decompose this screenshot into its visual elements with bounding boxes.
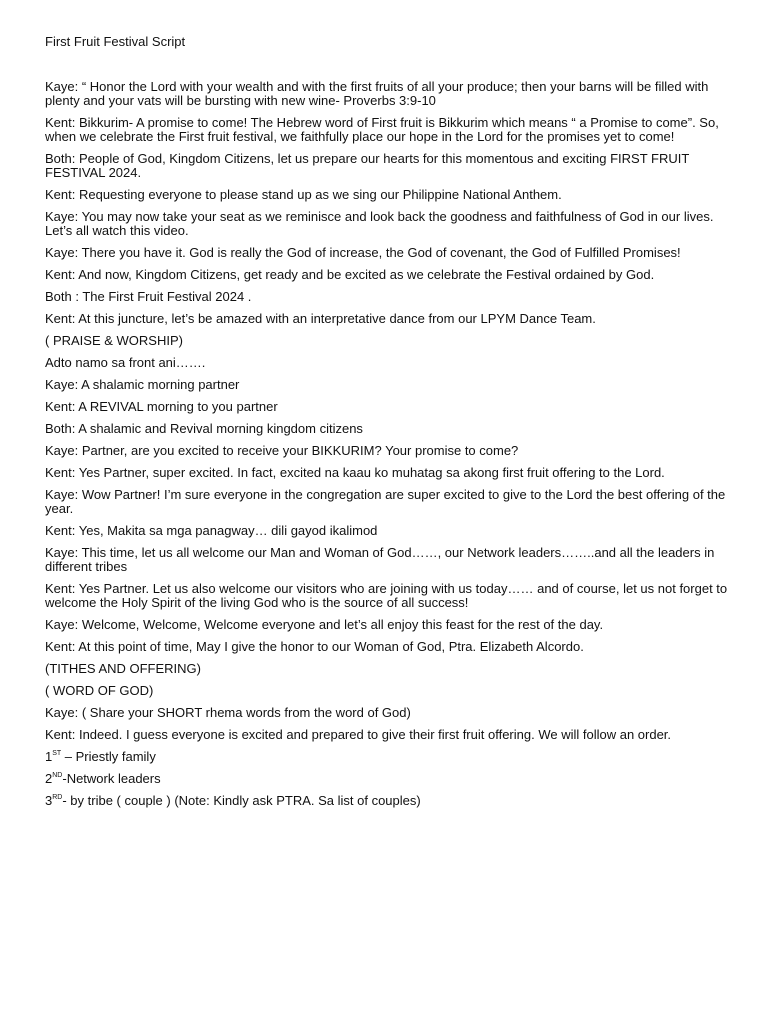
paragraph: Kent: Indeed. I guess everyone is excited and prepared to give their first fruit offering. We will follow an order. [45, 727, 672, 742]
paragraph: Kaye: A shalamic morning partner [45, 377, 240, 392]
section-heading: ( WORD OF GOD) [45, 683, 154, 698]
paragraph: Kaye: You may now take your seat as we reminisce and look back the goodness and faithfulness of God in our lives. Let’s all watch this video. [45, 209, 714, 238]
paragraph: Kaye: “ Honor the Lord with your wealth and with the first fruits of all your produce; then your barns will be filled with plenty and your vats will be bursting with new wine- Proverbs 3:9-10 [45, 79, 709, 108]
paragraph: Kent: And now, Kingdom Citizens, get ready and be excited as we celebrate the Festival ordained by God. [45, 267, 655, 282]
order-list-item: 1ST – Priestly family [45, 749, 156, 764]
paragraph: Kent: Yes, Makita sa mga panagway… dili gayod ikalimod [45, 523, 378, 538]
document-title: First Fruit Festival Script [45, 34, 186, 49]
paragraph: Kaye: ( Share your SHORT rhema words from the word of God) [45, 705, 411, 720]
order-list-item: 3RD- by tribe ( couple ) (Note: Kindly ask PTRA. Sa list of couples) [45, 793, 421, 808]
section-heading: (TITHES AND OFFERING) [45, 661, 201, 676]
paragraph: Both: People of God, Kingdom Citizens, let us prepare our hearts for this momentous and exciting FIRST FRUIT FESTIVAL 2024. [45, 151, 690, 180]
paragraph: Both : The First Fruit Festival 2024 . [45, 289, 252, 304]
paragraph: Kaye: This time, let us all welcome our Man and Woman of God……, our Network leaders……..and all the leaders in different tribes [45, 545, 715, 574]
paragraph: Adto namo sa front ani……. [45, 355, 206, 370]
document-page [45, 35, 735, 816]
paragraph: Kent: Yes Partner, super excited. In fact, excited na kaau ko muhatag sa akong first fruit offering to the Lord. [45, 465, 665, 480]
order-list-item: 2ND-Network leaders [45, 771, 161, 786]
paragraph: Kaye: Partner, are you excited to receive your BIKKURIM? Your promise to come? [45, 443, 519, 458]
paragraph: Both: A shalamic and Revival morning kingdom citizens [45, 421, 363, 436]
paragraph: Kaye: Wow Partner! I’m sure everyone in the congregation are super excited to give to the Lord the best offering of the year. [45, 487, 726, 516]
paragraph: Kaye: There you have it. God is really the God of increase, the God of covenant, the God of Fulfilled Promises! [45, 245, 681, 260]
paragraph: Kent: At this juncture, let’s be amazed with an interpretative dance from our LPYM Dance Team. [45, 311, 596, 326]
paragraph: Kent: Requesting everyone to please stand up as we sing our Philippine National Anthem. [45, 187, 562, 202]
paragraph: Kent: Bikkurim- A promise to come! The Hebrew word of First fruit is Bikkurim which means “ a Promise to come”. So, when we celebrate the First fruit festival, we faithfully place our hope in the Lord for the promises yet to come! [45, 115, 719, 144]
paragraph: Kent: At this point of time, May I give the honor to our Woman of God, Ptra. Elizabeth Alcordo. [45, 639, 584, 654]
paragraph: Kaye: Welcome, Welcome, Welcome everyone and let’s all enjoy this feast for the rest of the day. [45, 617, 604, 632]
paragraph: Kent: A REVIVAL morning to you partner [45, 399, 278, 414]
paragraph: Kent: Yes Partner. Let us also welcome our visitors who are joining with us today…… and of course, let us not forget to welcome the Holy Spirit of the living God who is the source of all success! [45, 581, 728, 610]
section-heading: ( PRAISE & WORSHIP) [45, 333, 183, 348]
